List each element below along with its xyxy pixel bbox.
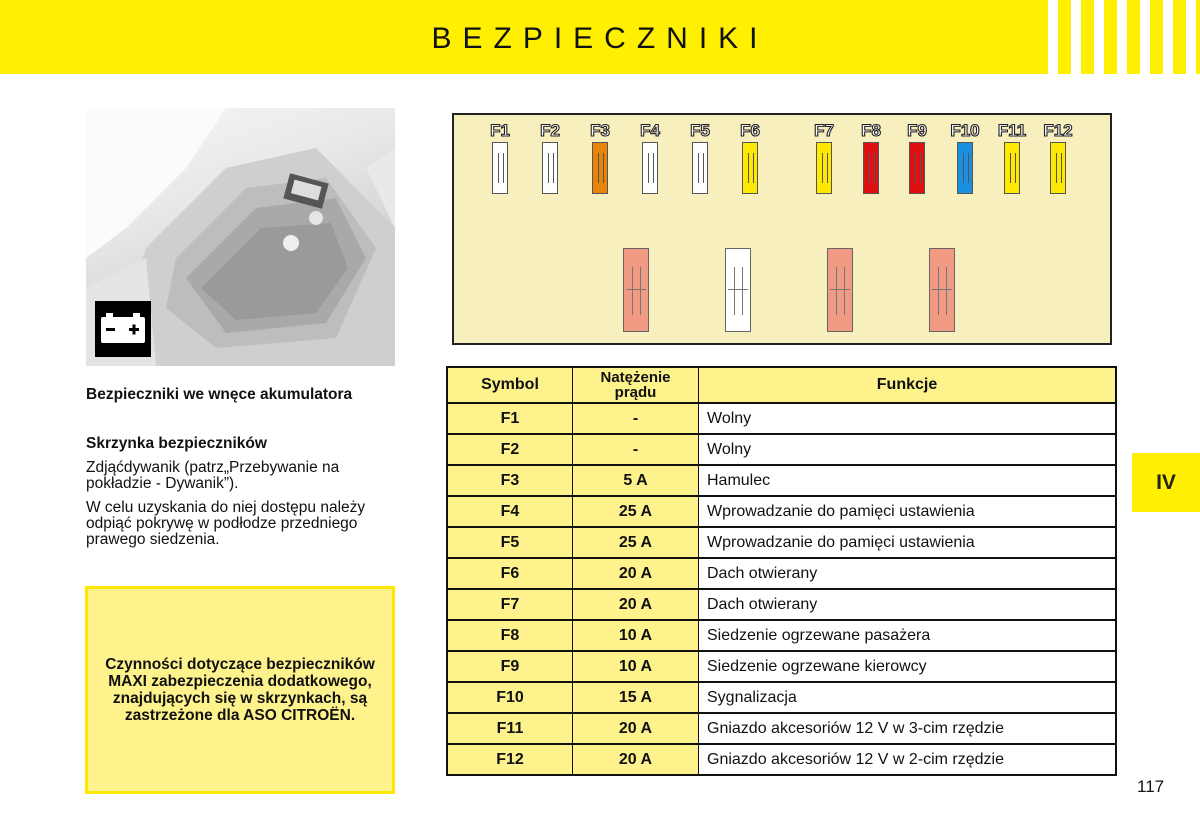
fuse-function: Gniazdo akcesoriów 12 V w 3-cim rzędzie [699,713,1117,744]
fuse-label: F5 [690,121,710,140]
fuse-function: Hamulec [699,465,1117,496]
header-symbol: Symbol [447,367,573,403]
fuse-mini [816,142,832,194]
fuse-label: F9 [907,121,927,140]
table-row [447,558,1116,589]
fuse-mini [492,142,508,194]
table-row [447,589,1116,620]
fuse-current: 20 A [573,713,699,744]
header-stripe [1094,0,1104,74]
fuse-mini [1004,142,1020,194]
table-row [447,403,1116,434]
fuse-table [446,366,1117,776]
paragraph-access-instructions: W celu uzyskania do niej dostępu należy odpiąć pokrywę w podłodze przedniego prawego siedzenia. [86,499,366,548]
battery-compartment-photo [86,108,395,366]
fuse-label: F11 [997,121,1027,140]
fuse-label: F8 [861,121,881,140]
fuse-current: - [573,403,699,434]
fuse-function: Dach otwierany [699,558,1117,589]
fuse-symbol: F10 [447,682,573,713]
fuse-mini [863,142,879,194]
fuse-current: 25 A [573,496,699,527]
fuse-function: Sygnalizacja [699,682,1117,713]
fuse-mini [592,142,608,194]
header-function: Funkcje [699,367,1117,403]
heading-battery-fuses: Bezpieczniki we wnęce akumulatora [86,386,353,403]
fuse-label: F3 [590,121,610,140]
fuse-function: Wolny [699,434,1117,465]
fuse-label: F7 [814,121,834,140]
fuse-symbol: F6 [447,558,573,589]
fuse-label: F2 [540,121,560,140]
header-stripe [1186,0,1196,74]
fuse-maxi [929,248,955,332]
fuse-mini [909,142,925,194]
table-header-row [447,367,1116,403]
paragraph-remove-carpet: Zdjąćdywanik (patrz„Przebywanie na pokładzie - Dywanik”). [86,459,340,492]
battery-icon [95,301,151,357]
header-stripe [1163,0,1173,74]
fuse-current: 15 A [573,682,699,713]
fuse-symbol: F3 [447,465,573,496]
heading-fuse-box: Skrzynka bezpieczników [86,435,267,452]
fuse-maxi [725,248,751,332]
fuse-symbol: F8 [447,620,573,651]
table-row [447,465,1116,496]
table-row [447,620,1116,651]
fuse-label: F10 [950,121,980,140]
fuse-current: - [573,434,699,465]
table-row [447,713,1116,744]
fuse-mini [692,142,708,194]
header-band [0,0,1200,74]
header-current-line2: prądu [614,384,657,401]
fuse-current: 25 A [573,527,699,558]
fuse-symbol: F7 [447,589,573,620]
fuse-symbol: F1 [447,403,573,434]
header-current-line1: Natężenie [600,369,671,386]
header-stripe [1140,0,1150,74]
header-stripe [1071,0,1081,74]
fuse-mini [1050,142,1066,194]
fuse-function: Wprowadzanie do pamięci ustawienia [699,496,1117,527]
fuse-symbol: F4 [447,496,573,527]
maxi-fuse-notice [85,586,395,794]
fuse-symbol: F11 [447,713,573,744]
fuse-mini [742,142,758,194]
fuse-symbol: F5 [447,527,573,558]
table-row [447,434,1116,465]
table-row [447,527,1116,558]
fuse-current: 5 A [573,465,699,496]
fuse-function: Wolny [699,403,1117,434]
fuse-function: Wprowadzanie do pamięci ustawienia [699,527,1117,558]
fuse-current: 20 A [573,558,699,589]
fuse-box-diagram [452,113,1112,345]
table-row [447,496,1116,527]
header-current [573,367,699,403]
notice-text: Czynności dotyczące bezpieczników MAXI zabezpieczenia dodatkowego, znajdujących się w skrzynkach, są zastrzeżone dla ASO CITROËN. [105,656,375,724]
fuse-label: F1 [490,121,510,140]
page-title: BEZPIECZNIKI [431,22,769,55]
header-stripe [1048,0,1058,74]
fuse-label: F6 [740,121,760,140]
fuse-symbol: F2 [447,434,573,465]
fuse-current: 10 A [573,620,699,651]
table-row [447,682,1116,713]
fuse-label: F12 [1043,121,1073,140]
fuse-symbol: F9 [447,651,573,682]
table-row [447,651,1116,682]
header-stripe [1117,0,1127,74]
fuse-maxi [827,248,853,332]
fuse-mini [542,142,558,194]
page-number: 117 [1137,777,1165,796]
fuse-function: Dach otwierany [699,589,1117,620]
table-row [447,744,1116,775]
fuse-mini [957,142,973,194]
fuse-mini [642,142,658,194]
fuse-current: 10 A [573,651,699,682]
fuse-function: Siedzenie ogrzewane pasażera [699,620,1117,651]
section-tab: IV [1132,453,1200,512]
fuse-function: Gniazdo akcesoriów 12 V w 2-cim rzędzie [699,744,1117,775]
fuse-current: 20 A [573,589,699,620]
fuse-maxi [623,248,649,332]
fuse-function: Siedzenie ogrzewane kierowcy [699,651,1117,682]
fuse-label: F4 [640,121,660,140]
fuse-symbol: F12 [447,744,573,775]
fuse-current: 20 A [573,744,699,775]
